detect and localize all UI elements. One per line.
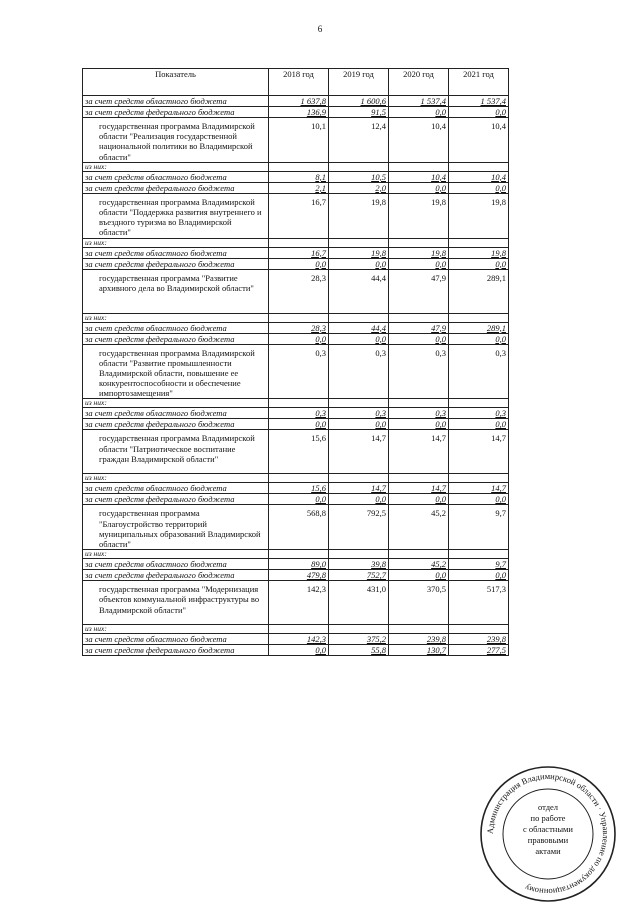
value-cell [389,162,449,171]
value-cell [389,625,449,634]
value-cell: 45,2 [389,505,449,550]
value-cell: 89,0 [269,559,329,570]
indicator-cell: за счет средств федерального бюджета [83,258,269,269]
value-cell [269,625,329,634]
value-cell: 10,1 [269,118,329,163]
indicator-cell: государственная программа "Развитие архивного дела во Владимирской области" [83,269,269,313]
value-cell: 142,3 [269,581,329,625]
table-header-row [83,69,509,96]
year-header: 2019 год [329,69,389,96]
value-cell: 19,8 [449,193,509,238]
table-body [83,96,509,656]
value-cell: 0,3 [329,344,389,399]
indicator-cell: за счет средств областного бюджета [83,247,269,258]
value-cell [389,238,449,247]
value-cell: 0,0 [269,645,329,656]
value-cell [389,399,449,408]
value-cell: 0,0 [269,494,329,505]
subheading-row [83,313,509,322]
subheading-row [83,399,509,408]
value-cell: 0,0 [449,107,509,118]
value-cell: 0,3 [269,408,329,419]
value-cell: 9,7 [449,505,509,550]
value-cell: 19,8 [449,247,509,258]
value-cell: 239,8 [449,634,509,645]
value-cell [269,550,329,559]
subheading-row [83,474,509,483]
value-cell [389,313,449,322]
funding-row [83,333,509,344]
value-cell [269,162,329,171]
value-cell: 0,0 [389,494,449,505]
value-cell [269,474,329,483]
stamp-line: с областными [523,824,573,834]
value-cell: 289,1 [449,322,509,333]
funding-row [83,645,509,656]
value-cell: 0,0 [329,494,389,505]
value-cell: 136,9 [269,107,329,118]
value-cell: 289,1 [449,269,509,313]
value-cell: 14,7 [329,430,389,474]
value-cell [329,550,389,559]
value-cell [329,313,389,322]
funding-row [83,494,509,505]
official-stamp [478,764,618,904]
value-cell: 1 600,6 [329,96,389,107]
subheading-row [83,550,509,559]
value-cell: 375,2 [329,634,389,645]
value-cell: 0,3 [389,408,449,419]
value-cell: 0,0 [449,333,509,344]
indicator-cell: государственная программа Владимирской области "Поддержка развития внутреннего и въездного туризма во Владимирской области" [83,193,269,238]
value-cell: 0,0 [449,494,509,505]
value-cell: 0,0 [389,182,449,193]
funding-row [83,483,509,494]
value-cell: 10,5 [329,171,389,182]
value-cell: 0,0 [269,419,329,430]
funding-row [83,419,509,430]
value-cell: 239,8 [389,634,449,645]
indicator-cell: за счет средств областного бюджета [83,322,269,333]
year-header: 2018 год [269,69,329,96]
value-cell: 792,5 [329,505,389,550]
stamp-line: правовыми [527,835,569,845]
value-cell: 14,7 [449,483,509,494]
value-cell: 16,7 [269,193,329,238]
value-cell: 14,7 [389,430,449,474]
funding-row [83,322,509,333]
value-cell: 0,3 [329,408,389,419]
indicator-cell: из них: [83,625,269,634]
indicator-cell: государственная программа Владимирской области "Развитие промышленности Владимирской области, повышение ее конкурентоспособности и обеспечение импортозамещения" [83,344,269,399]
program-row [83,505,509,550]
indicator-cell: из них: [83,162,269,171]
value-cell: 431,0 [329,581,389,625]
funding-row [83,570,509,581]
value-cell [269,313,329,322]
value-cell: 16,7 [269,247,329,258]
value-cell: 0,3 [269,344,329,399]
value-cell [329,162,389,171]
value-cell: 8,1 [269,171,329,182]
funding-row [83,559,509,570]
value-cell [449,625,509,634]
value-cell: 0,0 [449,258,509,269]
subheading-row [83,238,509,247]
value-cell: 0,0 [389,107,449,118]
value-cell [449,238,509,247]
value-cell [449,162,509,171]
value-cell: 44,4 [329,322,389,333]
value-cell [389,550,449,559]
value-cell: 39,8 [329,559,389,570]
value-cell: 15,6 [269,430,329,474]
value-cell: 9,7 [449,559,509,570]
value-cell: 55,8 [329,645,389,656]
indicator-cell: государственная программа Владимирской области "Реализация государственной национальной политики во Владимирской области" [83,118,269,163]
subheading-row [83,162,509,171]
value-cell: 28,3 [269,322,329,333]
value-cell: 277,5 [449,645,509,656]
value-cell: 752,7 [329,570,389,581]
value-cell: 0,0 [269,258,329,269]
funding-row [83,258,509,269]
value-cell: 0,3 [449,408,509,419]
indicator-cell: из них: [83,313,269,322]
value-cell: 19,8 [329,193,389,238]
value-cell [329,474,389,483]
value-cell: 0,0 [449,419,509,430]
value-cell: 568,8 [269,505,329,550]
value-cell: 0,0 [389,333,449,344]
value-cell: 1 537,4 [449,96,509,107]
indicator-cell: государственная программа Владимирской области "Патриотическое воспитание граждан Владимирской области" [83,430,269,474]
value-cell [329,238,389,247]
value-cell: 19,8 [389,193,449,238]
value-cell: 44,4 [329,269,389,313]
indicator-cell: за счет средств федерального бюджета [83,182,269,193]
value-cell: 10,4 [389,171,449,182]
indicator-cell: за счет средств федерального бюджета [83,333,269,344]
value-cell: 142,3 [269,634,329,645]
indicator-cell: за счет средств областного бюджета [83,483,269,494]
program-row [83,269,509,313]
value-cell: 28,3 [269,269,329,313]
value-cell [269,238,329,247]
indicator-cell: за счет средств областного бюджета [83,96,269,107]
value-cell [449,399,509,408]
indicator-cell: из них: [83,474,269,483]
value-cell: 2,0 [329,182,389,193]
value-cell: 0,0 [389,258,449,269]
value-cell: 517,3 [449,581,509,625]
indicator-cell: за счет средств областного бюджета [83,171,269,182]
indicator-cell: государственная программа "Модернизация объектов коммунальной инфраструктуры во Владимирской области" [83,581,269,625]
program-row [83,344,509,399]
funding-row [83,107,509,118]
value-cell [389,474,449,483]
year-header: 2020 год [389,69,449,96]
indicator-cell: за счет средств федерального бюджета [83,570,269,581]
value-cell: 47,9 [389,322,449,333]
stamp-center-text [478,802,618,857]
value-cell: 10,4 [449,171,509,182]
value-cell: 91,5 [329,107,389,118]
value-cell: 19,8 [329,247,389,258]
funding-row [83,182,509,193]
indicator-cell: за счет средств федерального бюджета [83,494,269,505]
value-cell: 0,3 [389,344,449,399]
value-cell: 370,5 [389,581,449,625]
indicator-header: Показатель [83,69,269,96]
year-header: 2021 год [449,69,509,96]
indicator-cell: государственная программа "Благоустройство территорий муниципальных образований Владимирской области" [83,505,269,550]
indicator-cell: из них: [83,238,269,247]
value-cell: 0,0 [449,570,509,581]
budget-table [82,68,509,656]
program-row [83,581,509,625]
stamp-ring-text: Администрация Владимирской области · Управление по документационному [484,770,612,898]
funding-row [83,96,509,107]
funding-row [83,408,509,419]
value-cell: 15,6 [269,483,329,494]
value-cell: 12,4 [329,118,389,163]
indicator-cell: за счет средств федерального бюджета [83,419,269,430]
value-cell: 2,1 [269,182,329,193]
value-cell: 14,7 [449,430,509,474]
indicator-cell: из них: [83,399,269,408]
value-cell [449,550,509,559]
page-number: 6 [317,24,323,34]
value-cell: 14,7 [329,483,389,494]
funding-row [83,247,509,258]
value-cell: 1 537,4 [389,96,449,107]
value-cell: 0,3 [449,344,509,399]
program-row [83,118,509,163]
indicator-cell: за счет средств областного бюджета [83,408,269,419]
value-cell: 0,0 [389,419,449,430]
stamp-line: актами [535,846,561,856]
value-cell [449,474,509,483]
value-cell [449,313,509,322]
value-cell: 0,0 [329,258,389,269]
value-cell: 0,0 [329,333,389,344]
program-row [83,193,509,238]
indicator-cell: из них: [83,550,269,559]
funding-row [83,171,509,182]
value-cell [329,625,389,634]
indicator-cell: за счет средств федерального бюджета [83,107,269,118]
indicator-cell: за счет средств областного бюджета [83,634,269,645]
value-cell: 14,7 [389,483,449,494]
value-cell: 10,4 [449,118,509,163]
value-cell: 0,0 [389,570,449,581]
indicator-cell: за счет средств федерального бюджета [83,645,269,656]
value-cell: 0,0 [269,333,329,344]
value-cell: 0,0 [449,182,509,193]
value-cell: 1 637,8 [269,96,329,107]
value-cell: 10,4 [389,118,449,163]
funding-row [83,634,509,645]
indicator-cell: за счет средств областного бюджета [83,559,269,570]
value-cell [329,399,389,408]
subheading-row [83,625,509,634]
value-cell: 130,7 [389,645,449,656]
stamp-line: по работе [530,813,566,823]
value-cell: 0,0 [329,419,389,430]
value-cell: 45,2 [389,559,449,570]
value-cell [269,399,329,408]
value-cell: 479,8 [269,570,329,581]
stamp-line: отдел [537,802,559,812]
value-cell: 19,8 [389,247,449,258]
value-cell: 47,9 [389,269,449,313]
program-row [83,430,509,474]
